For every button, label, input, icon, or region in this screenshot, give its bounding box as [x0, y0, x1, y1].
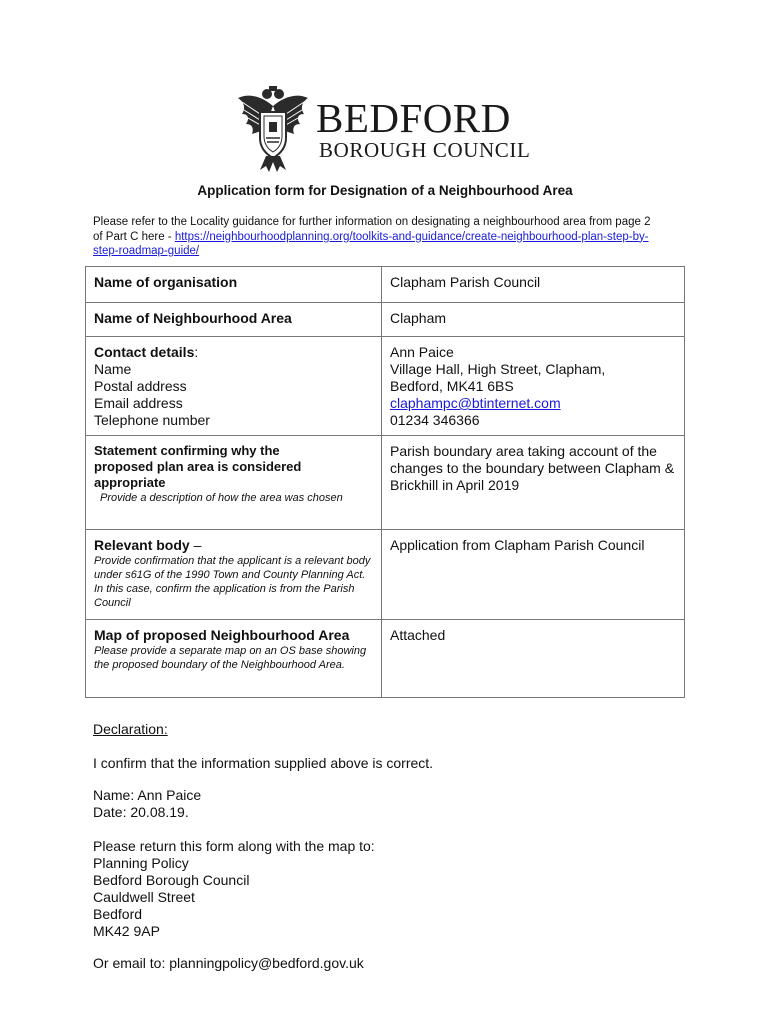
area-label: Name of Neighbourhood Area — [94, 310, 292, 326]
table-row-map — [86, 620, 685, 698]
return-email-line: Or email to: planningpolicy@bedford.gov.uk — [93, 955, 364, 971]
table-row-statement — [86, 436, 685, 530]
map-hint: Please provide a separate map on an OS base showing the proposed boundary of the Neighbourhood Area. — [94, 645, 367, 671]
contact-email-link[interactable]: claphampc@btinternet.com — [389, 395, 561, 411]
statement-label-cell — [86, 436, 382, 530]
map-label: Map of proposed Neighbourhood Area — [94, 627, 350, 643]
map-value: Attached — [389, 627, 446, 643]
table-row-contact — [86, 337, 685, 436]
statement-label-line3: appropriate — [94, 475, 166, 490]
contact-field-name: Name — [94, 361, 132, 377]
declaration-name-date — [93, 787, 201, 821]
contact-label: Contact details — [94, 344, 195, 360]
form-title: Application form for Designation of a Neighbourhood Area — [197, 183, 573, 198]
declaration-date: Date: 20.08.19. — [93, 804, 189, 820]
relevant-body-label-cell — [86, 530, 382, 620]
relevant-body-label: Relevant body — [94, 537, 190, 553]
table-row-relevant-body — [86, 530, 685, 620]
contact-address-line2: Bedford, MK41 6BS — [389, 378, 514, 394]
map-label-cell — [86, 620, 382, 698]
locality-guidance-link[interactable]: https://neighbourhoodplanning.org/toolkits-and-guidance/create-neighbourhood-plan-step-by-step-roadmap-guide/ — [93, 230, 649, 257]
table-row-area — [86, 303, 685, 337]
declaration-heading: Declaration: — [93, 721, 168, 737]
logo-text-bedford: BEDFORD — [316, 95, 511, 141]
relevant-body-dash: – — [189, 537, 202, 553]
contact-label-cell — [86, 337, 382, 436]
table-row-organisation — [86, 267, 685, 303]
statement-label-line2: proposed plan area is considered — [94, 459, 302, 474]
organisation-label-cell — [86, 267, 382, 303]
statement-label-line1: Statement confirming why the — [94, 443, 280, 458]
relevant-body-value: Application from Clapham Parish Council — [389, 537, 645, 553]
organisation-label: Name of organisation — [94, 274, 238, 290]
intro-paragraph — [93, 215, 653, 259]
return-line-5: MK42 9AP — [93, 923, 160, 939]
logo-text-borough-council: BOROUGH COUNCIL — [319, 138, 531, 162]
contact-label-colon: : — [194, 344, 199, 360]
declaration-name: Name: Ann Paice — [93, 787, 202, 803]
return-intro: Please return this form along with the map to: — [93, 838, 375, 854]
contact-field-email: Email address — [94, 395, 183, 411]
organisation-value-cell — [381, 267, 684, 303]
declaration-confirm: I confirm that the information supplied above is correct. — [93, 755, 434, 771]
area-value: Clapham — [389, 310, 447, 326]
area-label-cell — [86, 303, 382, 337]
return-line-3: Cauldwell Street — [93, 889, 195, 905]
contact-name-value: Ann Paice — [389, 344, 454, 360]
statement-value-cell — [381, 436, 684, 530]
bedford-coat-of-arms-icon — [236, 84, 310, 174]
application-table — [85, 266, 685, 698]
contact-field-postal: Postal address — [94, 378, 187, 394]
organisation-value: Clapham Parish Council — [389, 274, 541, 290]
area-value-cell — [381, 303, 684, 337]
statement-hint: Provide a description of how the area was chosen — [100, 492, 343, 504]
return-line-4: Bedford — [93, 906, 143, 922]
return-line-1: Planning Policy — [93, 855, 189, 871]
map-value-cell — [381, 620, 684, 698]
contact-phone-value: 01234 346366 — [389, 412, 480, 428]
return-address-block — [93, 838, 375, 940]
intro-text: Please refer to the Locality guidance for further information on designating a neighbourhood area from page 2 of Part C here - — [93, 216, 651, 243]
return-line-2: Bedford Borough Council — [93, 872, 250, 888]
contact-address-line1: Village Hall, High Street, Clapham, — [389, 361, 606, 377]
contact-value-cell — [381, 337, 684, 436]
contact-field-phone: Telephone number — [94, 412, 210, 428]
bedford-logo — [236, 84, 536, 174]
statement-value: Parish boundary area taking account of the changes to the boundary between Clapham & Brickhill in April 2019 — [389, 443, 675, 493]
relevant-body-hint: Provide confirmation that the applicant is a relevant body under s61G of the 1990 Town and County Planning Act. In this case, confirm the application is from the Parish Council — [94, 555, 371, 609]
relevant-body-value-cell — [381, 530, 684, 620]
